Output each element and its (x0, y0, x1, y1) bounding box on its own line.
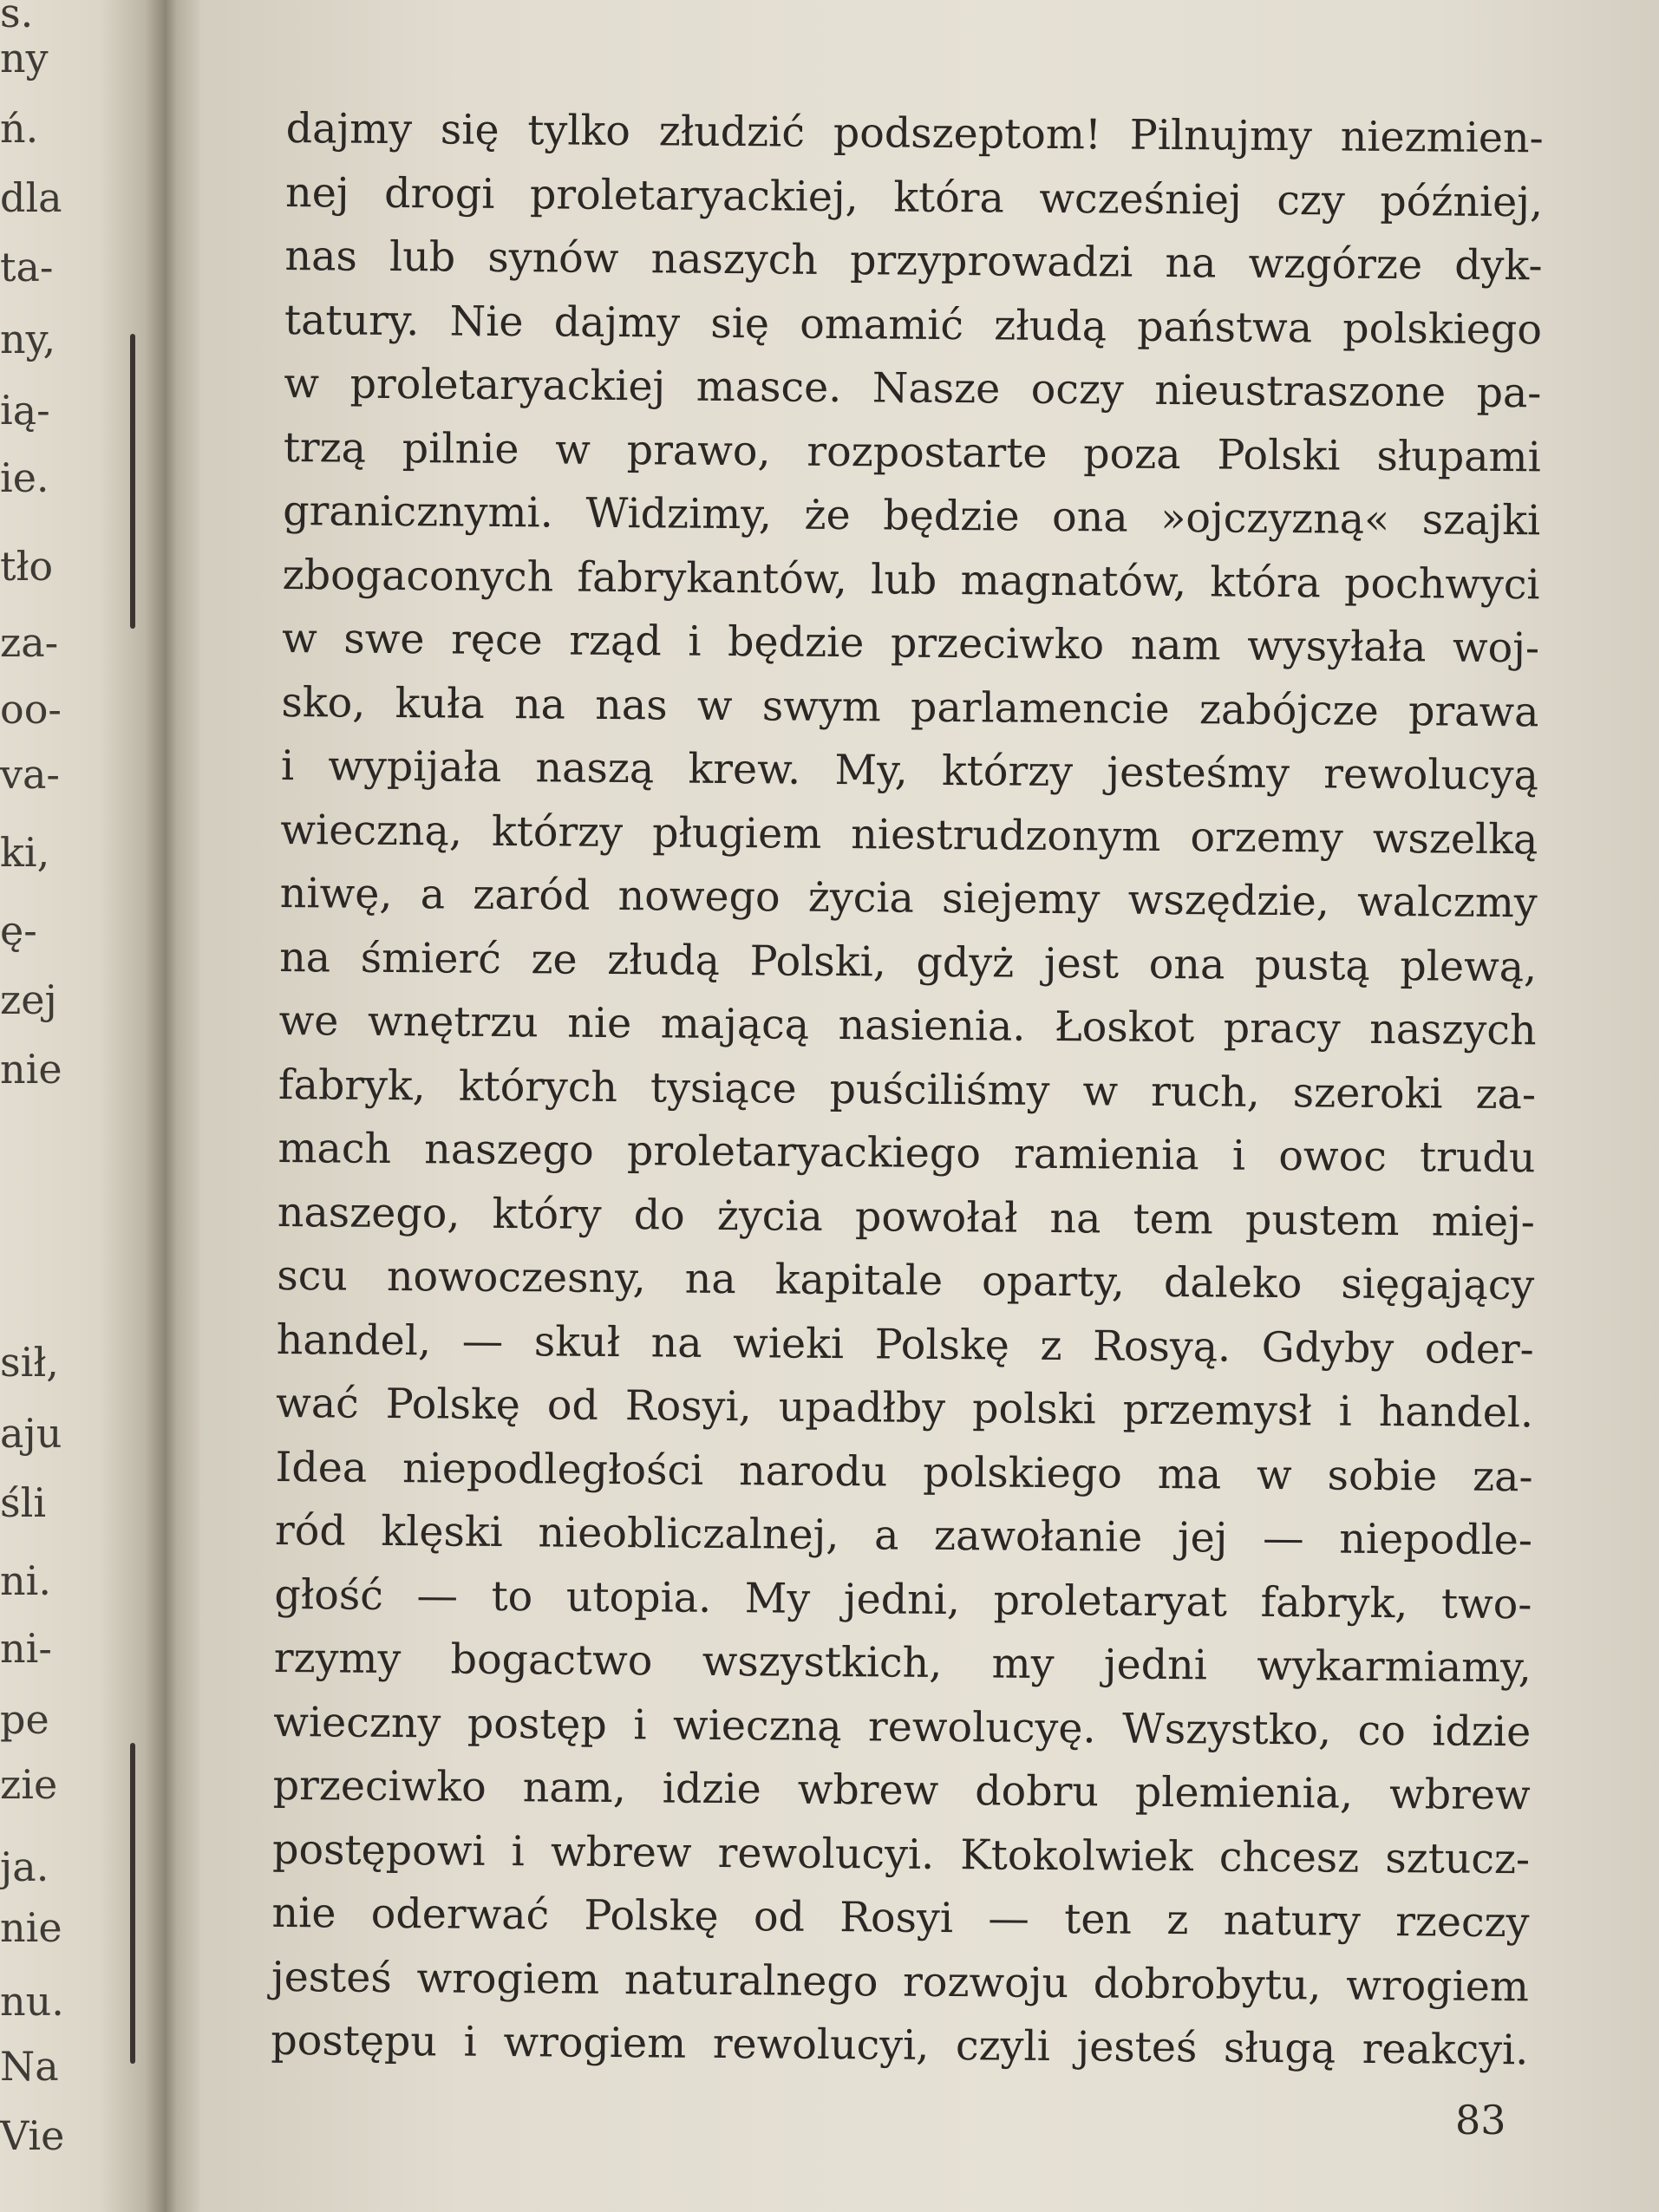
left-page-fragment: Vie (0, 2112, 65, 2159)
text-line: wieczny postęp i wieczną rewolucyę. Wszystko, co idzie (273, 1698, 1532, 1756)
left-page-fragment: tło (0, 543, 54, 590)
text-line: trzą pilnie w prawo, rozpostarte poza Polski słupami (283, 423, 1541, 481)
left-page-edge (0, 0, 165, 2212)
left-page-fragment: s. (0, 0, 34, 36)
left-page-fragment: sił, (0, 1339, 59, 1386)
text-line: na śmierć ze złudą Polski, gdyż jest ona pustą plewą, (278, 933, 1538, 991)
left-page-fragment: aju (0, 1410, 62, 1457)
text-line: naszego, który do życia powołał na tem pustem miej- (277, 1188, 1536, 1246)
left-page-fragment: dla (0, 174, 62, 221)
text-line: scu nowoczesny, na kapitale oparty, daleko sięgający (277, 1251, 1535, 1310)
text-line: fabryk, których tysiące puściliśmy w ruch, szeroki za- (278, 1060, 1537, 1119)
left-page-fragment: nie (0, 1046, 62, 1093)
text-line: ród klęski nieobliczalnej, a zawołanie jej — niepodle- (274, 1506, 1533, 1565)
left-page-fragment: zie (0, 1761, 58, 1808)
text-line: sko, kuła na nas w swym parlamencie zabójcze prawa (281, 678, 1539, 736)
text-line: nas lub synów naszych przyprowadzi na wzgórze dyk- (284, 232, 1543, 290)
left-page-fragment: Na (0, 2043, 59, 2090)
text-line: dajmy się tylko złudzić podszeptom! Pilnujmy niezmien- (285, 104, 1544, 163)
left-page-fragment: ny, (0, 316, 56, 362)
left-page-fragment: ni. (0, 1557, 51, 1604)
left-page-fragment: ie. (0, 454, 49, 501)
text-line: granicznymi. Widzimy, że będzie ona »ojczyzną« szajki (283, 486, 1541, 545)
left-page-fragment: zej (0, 976, 57, 1023)
text-line: rzymy bogactwo wszystkich, my jedni wykarmiamy, (273, 1634, 1532, 1693)
left-page-fragment: nie (0, 1904, 62, 1951)
text-line: niwę, a zaród nowego życia siejemy wszędzie, walczmy (279, 869, 1538, 928)
binding-thread (130, 1743, 135, 2064)
left-page-fragment: ń. (0, 105, 39, 152)
text-line: Idea niepodległości narodu polskiego ma w sobie za- (275, 1443, 1533, 1501)
text-line: w swe ręce rząd i będzie przeciwko nam wysyłała woj- (281, 614, 1540, 673)
left-page-fragment: va- (0, 751, 60, 798)
left-page-fragment: ią- (0, 387, 50, 434)
text-line: w proletaryackiej masce. Nasze oczy nieustraszone pa- (284, 359, 1542, 418)
text-line: i wypijała naszą krew. My, którzy jesteśmy rewolucyą (280, 741, 1539, 800)
text-line: przeciwko nam, idzie wbrew dobru plemienia, wbrew (272, 1761, 1531, 1820)
text-line: we wnętrzu nie mającą nasienia. Łoskot pracy naszych (278, 996, 1537, 1055)
text-line: zbogaconych fabrykantów, lub magnatów, która pochwyci (282, 551, 1540, 609)
left-page-fragment: oo- (0, 686, 62, 733)
text-line: tatury. Nie dajmy się omamić złudą państwa polskiego (284, 296, 1543, 354)
left-page-fragment: śli (0, 1479, 47, 1526)
left-page-fragment: ni- (0, 1625, 52, 1672)
left-page-fragment: ę- (0, 907, 37, 954)
left-page-fragment: ja. (0, 1843, 49, 1890)
left-page-fragment: nu. (0, 1978, 64, 2025)
left-page-fragment: pe (0, 1696, 49, 1743)
binding-thread (130, 334, 135, 629)
text-line: nie oderwać Polskę od Rosyi — ten z natury rzeczy (271, 1889, 1530, 1948)
text-line: postępowi i wbrew rewolucyi. Ktokolwiek chcesz sztucz- (271, 1825, 1531, 1883)
page-number: 83 (1455, 2097, 1506, 2143)
left-page-fragment: za- (0, 619, 59, 666)
text-line: mach naszego proletaryackiego ramienia i owoc trudu (278, 1124, 1536, 1183)
text-line: handel, — skuł na wieki Polskę z Rosyą. Gdyby oder- (276, 1315, 1534, 1374)
page-text (271, 97, 1544, 2083)
text-line: głość — to utopia. My jedni, proletaryat fabryk, two- (274, 1570, 1532, 1628)
left-page-fragment: ny (0, 35, 49, 82)
text-line: wieczną, którzy pługiem niestrudzonym orzemy wszelką (280, 806, 1538, 864)
text-line: nej drogi proletaryackiej, która wcześniej czy później, (284, 168, 1544, 226)
left-page-fragment: ta- (0, 244, 54, 290)
book-gutter (165, 0, 199, 2212)
left-page-fragment: ki, (0, 829, 50, 876)
text-line: postępu i wrogiem rewolucyi, czyli jesteś sługą reakcyi. (271, 2016, 1529, 2075)
text-line: wać Polskę od Rosyi, upadłby polski przemysł i handel. (275, 1379, 1534, 1438)
text-line: jesteś wrogiem naturalnego rozwoju dobrobytu, wrogiem (271, 1953, 1530, 2011)
